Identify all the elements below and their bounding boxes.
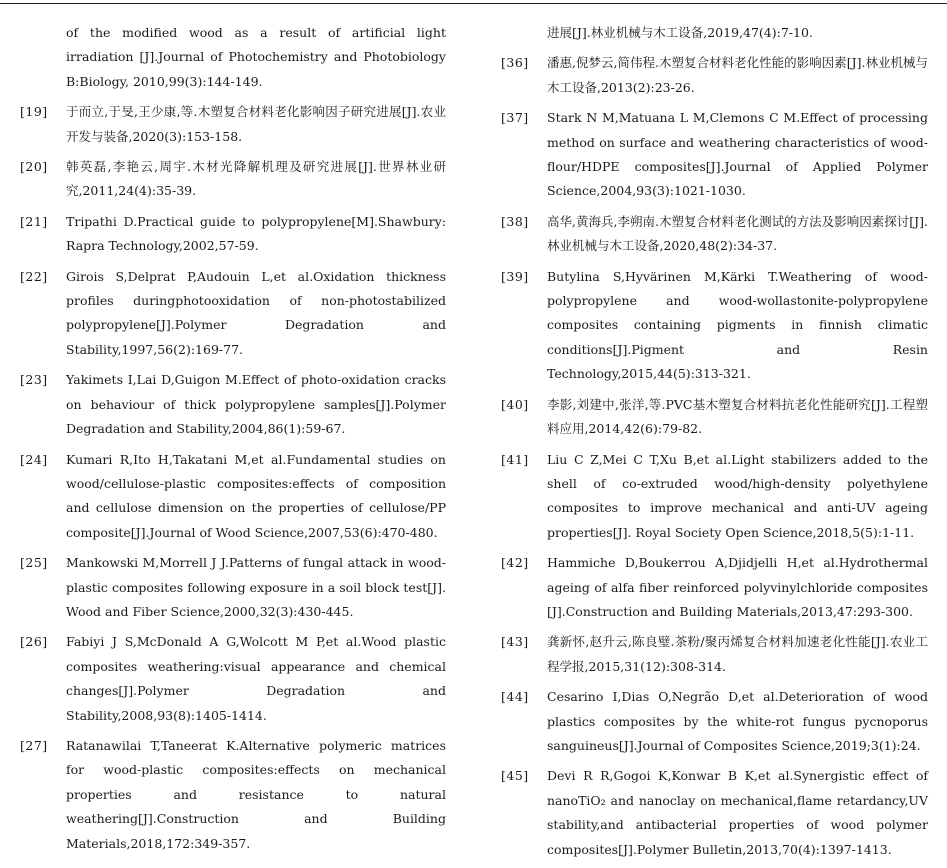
reference-text: 韩英磊,李艳云,周宇.木材光降解机理及研究进展[J].世界林业研究,2011,24(4):35-39. — [66, 159, 446, 199]
reference-item — [501, 106, 928, 204]
reference-number: [20] — [20, 159, 48, 175]
reference-item — [20, 630, 446, 728]
reference-text: 于而立,于旻,王少康,等.木塑复合材料老化影响因子研究进展[J].农业开发与装备,2020(3):153-158. — [66, 104, 446, 144]
reference-number: [45] — [501, 768, 529, 784]
reference-number: [24] — [20, 451, 48, 467]
reference-item — [20, 155, 446, 204]
reference-text: 进展[J].林业机械与木工设备,2019,47(4):7-10. — [547, 25, 813, 40]
reference-number: [36] — [501, 55, 529, 71]
reference-number: [19] — [20, 104, 48, 120]
reference-item — [501, 51, 928, 100]
reference-number: [43] — [501, 634, 529, 650]
reference-text: Hammiche D,Boukerrou A,Djidjelli H,et al.Hydrothermal ageing of alfa fiber reinforced polyvinylchloride composites [J].Construction and Building Materials,2013,47:293-300. — [547, 555, 928, 619]
reference-number: [25] — [20, 555, 48, 571]
reference-text: Liu C Z,Mei C T,Xu B,et al.Light stabilizers added to the shell of co-extruded wood/high-density polyethylene composites to improve mechanical and anti-UV ageing properties[J]. Royal Society Open Science,2018,5(5):1-11. — [547, 451, 928, 540]
reference-item — [501, 448, 928, 546]
reference-number: [37] — [501, 110, 529, 126]
reference-number: [44] — [501, 689, 529, 705]
reference-item — [20, 551, 446, 624]
reference-item — [501, 265, 928, 387]
reference-number: [41] — [501, 451, 529, 467]
reference-text: Stark N M,Matuana L M,Clemons C M.Effect of processing method on surface and weathering characteristics of wood-flour/HDPE composites[J].Journal of Applied Polymer Science,2004,93(3):1021-1030. — [547, 110, 928, 199]
reference-item — [20, 368, 446, 441]
reference-text: Butylina S,Hyvärinen M,Kärki T.Weathering of wood-polypropylene and wood-wollastonite-polypropylene composites containing pigments in finnish climatic conditions[J].Pigment and Resin Technology,2015,44(5):313-321. — [547, 268, 928, 382]
reference-number: [27] — [20, 737, 48, 753]
reference-item — [501, 393, 928, 442]
reference-text: Ratanawilai T,Taneerat K.Alternative polymeric matrices for wood-plastic composites:effects on mechanical properties and resistance to natural weathering[J].Construction and Building Materials,2018,172:349-357. — [66, 737, 446, 851]
reference-number: [39] — [501, 268, 529, 284]
reference-item — [501, 551, 928, 624]
reference-text: Cesarino I,Dias O,Negrão D,et al.Deterioration of wood plastics composites by the white-rot fungus pycnoporus sanguineus[J].Journal of Composites Science,2019;3(1):24. — [547, 689, 928, 753]
reference-item — [501, 210, 928, 259]
reference-text: of the modified wood as a result of artificial light irradiation [J].Journal of Photochemistry and Photobiology B:Biology, 2010,99(3):144-149. — [66, 25, 446, 89]
reference-item — [20, 210, 446, 259]
reference-text: Kumari R,Ito H,Takatani M,et al.Fundamental studies on wood/cellulose-plastic composites:effects of composition and cellulose dimension on the properties of cellulose/PP composite[J].Journal of Wood Science,2007,53(6):470-480. — [66, 451, 446, 540]
reference-item — [20, 734, 446, 856]
reference-number: [38] — [501, 213, 529, 229]
references-left-column — [20, 21, 446, 862]
reference-number: [23] — [20, 372, 48, 388]
reference-item — [20, 448, 446, 546]
reference-item — [501, 685, 928, 758]
top-rule — [0, 3, 947, 4]
reference-item — [501, 21, 928, 45]
reference-number: [26] — [20, 634, 48, 650]
reference-text: Tripathi D.Practical guide to polypropylene[M].Shawbury: Rapra Technology,2002,57-59. — [66, 213, 446, 254]
reference-item — [501, 630, 928, 679]
reference-number: [40] — [501, 396, 529, 412]
reference-text: Yakimets I,Lai D,Guigon M.Effect of photo-oxidation cracks on behaviour of thick polypropylene samples[J].Polymer Degradation and Stability,2004,86(1):59-67. — [66, 372, 446, 437]
reference-text: Devi R R,Gogoi K,Konwar B K,et al.Synergistic effect of nanoTiO₂ and nanoclay on mechanical,flame retardancy,UV stability,and antibacterial properties of wood polymer composites[J].Polymer Bulletin,2013,70(4):1397-1413. — [547, 768, 928, 857]
references-right-column — [501, 21, 928, 868]
reference-item — [20, 100, 446, 149]
reference-text: 龚新怀,赵升云,陈良璧.茶粉/聚丙烯复合材料加速老化性能[J].农业工程学报,2015,31(12):308-314. — [547, 634, 928, 674]
reference-text: Fabiyi J S,McDonald A G,Wolcott M P,et al.Wood plastic composites weathering:visual appearance and chemical changes[J].Polymer Degradation and Stability,2008,93(8):1405-1414. — [66, 634, 446, 723]
reference-text: 李影,刘建中,张洋,等.PVC基木塑复合材料抗老化性能研究[J].工程塑料应用,2014,42(6):79-82. — [547, 396, 928, 437]
reference-item — [20, 21, 446, 94]
reference-number: [21] — [20, 213, 48, 229]
reference-item — [20, 265, 446, 363]
reference-number: [42] — [501, 555, 529, 571]
reference-text: 潘惠,倪梦云,简伟程.木塑复合材料老化性能的影响因素[J].林业机械与木工设备,2013(2):23-26. — [547, 55, 928, 95]
reference-text: Girois S,Delprat P,Audouin L,et al.Oxidation thickness profiles duringphotooxidation of non-photostabilized polypropylene[J].Polymer Degradation and Stability,1997,56(2):169-77. — [66, 268, 446, 357]
reference-text: 高华,黄海兵,李朔南.木塑复合材料老化测试的方法及影响因素探讨[J].林业机械与木工设备,2020,48(2):34-37. — [547, 213, 928, 254]
reference-text: Mankowski M,Morrell J J.Patterns of fungal attack in wood-plastic composites following exposure in a soil block test[J]. Wood and Fiber Science,2000,32(3):430-445. — [66, 555, 446, 619]
reference-item — [501, 764, 928, 862]
reference-number: [22] — [20, 268, 48, 284]
